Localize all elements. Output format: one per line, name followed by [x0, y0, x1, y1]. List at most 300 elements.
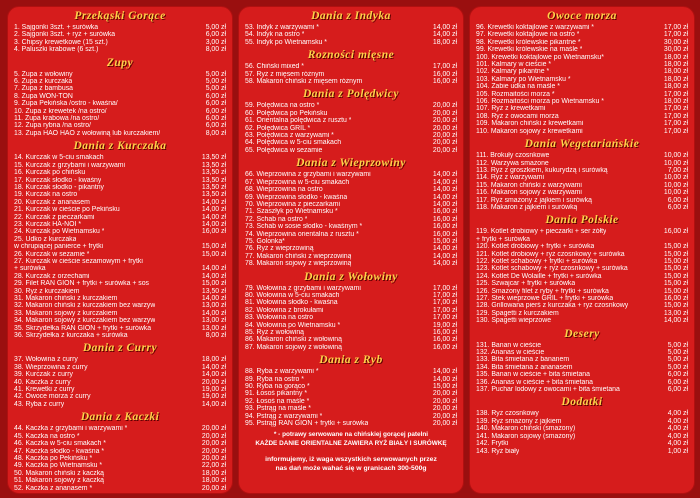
item-price: 6,00 zł: [667, 371, 688, 379]
item-name: 85. Ryż z wołowiną: [245, 329, 304, 336]
item-price: 6,00 zł: [205, 115, 226, 123]
item-price: 15,00 zł: [432, 383, 457, 391]
item-price: [685, 236, 688, 243]
item-price: 16,00 zł: [201, 228, 226, 236]
item-price: 13,50 zł: [201, 154, 226, 162]
menu-item: [14, 462, 226, 469]
menu-item: [14, 177, 226, 184]
item-name: 45. Kaczka na ostro *: [14, 432, 80, 440]
menu-item: [245, 110, 457, 117]
item-price: 14,00 zł: [432, 245, 457, 253]
item-name: 90. Ryba na gorąco *: [245, 383, 310, 391]
section-title: Owoce morza: [547, 10, 617, 22]
menu-item: [14, 214, 226, 221]
item-name: 16. Kurczak po chińsku: [14, 169, 86, 177]
menu-item: [245, 147, 457, 154]
item-name: 102. Kalmary pikantne *: [476, 68, 550, 76]
menu-item: [476, 386, 688, 393]
item-name: 141. Makaron sojowy (smażony): [476, 432, 576, 440]
menu-item: [476, 160, 688, 167]
item-price: 18,00 zł: [201, 469, 226, 477]
item-price: 13,00 zł: [201, 317, 226, 325]
item-name: 37. Wołowina z curry: [14, 356, 78, 364]
item-price: 14,00 zł: [432, 171, 457, 179]
section-title: Dania Wegetariańskie: [524, 138, 640, 151]
item-name: 19. Kurczak na ostro: [14, 191, 78, 199]
item-name: 131. Banan w cieście: [476, 341, 542, 349]
item-name: 142. Frytki: [476, 440, 509, 448]
item-name: 133. Bita śmietana z bananem: [476, 356, 570, 364]
item-name: 134. Bita śmietana z ananasem: [476, 363, 573, 371]
item-price: 6,00 zł: [205, 92, 226, 100]
footnote-rice: KAŻDE DANIE ORIENTALNE ZAWIERA RYŻ BIAŁY I SURÓWKĘ: [255, 440, 447, 448]
item-price: 6,00 zł: [205, 107, 226, 115]
item-name: 68. Wieprzowina na ostro: [245, 186, 323, 194]
menu-item: [476, 364, 688, 371]
menu-item: [245, 71, 457, 78]
menu-column-3: [469, 6, 695, 494]
menu-item: [14, 71, 226, 78]
section-title: Zupy: [106, 56, 134, 69]
menu-item: [476, 433, 688, 440]
menu-item: [14, 364, 226, 371]
item-price: 13,00 zł: [663, 309, 688, 317]
item-price: 20,00 zł: [201, 484, 226, 492]
item-name: 44. Kaczka z grzybami i warzywami *: [14, 425, 128, 433]
item-price: 20,00 zł: [201, 378, 226, 386]
menu-item: [476, 24, 688, 31]
item-name: 121. Kotlet drobiowy + ryż czosnkowy + surówka: [476, 250, 625, 258]
item-price: 14,00 zł: [432, 375, 457, 383]
item-name: 20. Kurczak z ananasem: [14, 198, 90, 206]
menu-item: [14, 184, 226, 191]
item-name: 35. Skrzydełka RAN GION + frytki + surówka: [14, 324, 152, 332]
item-name: 81. Wołowina słodko - kwaśna: [245, 299, 338, 307]
item-name: 17. Kurczak słodko - kwaśny: [14, 176, 102, 184]
menu-section: [14, 341, 226, 408]
section-title: Dania z Curry: [82, 342, 158, 355]
item-price: 15,00 zł: [663, 280, 688, 288]
item-price: 15,00 zł: [663, 287, 688, 295]
item-price: 10,00 zł: [663, 152, 688, 160]
item-price: 15,00 zł: [663, 302, 688, 310]
item-price: 13,50 zł: [201, 287, 226, 295]
menu-item: [476, 76, 688, 83]
item-name: 8. Zupa WON-TON: [14, 92, 73, 100]
menu-item: [14, 310, 226, 317]
item-price: 17,00 zł: [663, 31, 688, 39]
item-price: 10,00 zł: [663, 174, 688, 182]
item-name: 21. Kurczak w cieście po Pekińsku: [14, 206, 120, 214]
item-name: 124. Kotlet De Wolaille + frytki + surówka: [476, 272, 602, 280]
item-price: 30,00 zł: [663, 38, 688, 46]
item-name: 27. Kurczak w cieście sezamowym + frytki: [14, 257, 143, 265]
item-price: 18,00 zł: [663, 75, 688, 83]
menu-item: [245, 78, 457, 85]
item-price: 14,00 zł: [201, 220, 226, 228]
menu-item: [245, 376, 457, 383]
item-price: 17,00 zł: [432, 63, 457, 71]
item-price: 13,50 zł: [201, 176, 226, 184]
menu-item: [476, 295, 688, 302]
section-title: Dania z Wołowiny: [304, 270, 398, 283]
item-name: + surówka: [14, 265, 46, 273]
menu-item: [476, 91, 688, 98]
item-name: 83. Wołowina na ostro: [245, 314, 314, 322]
menu-item: [476, 152, 688, 159]
menu-item: [476, 167, 688, 174]
item-price: 5,00 zł: [667, 349, 688, 357]
item-name: 108. Ryż z owocami morza: [476, 112, 559, 120]
menu-section: [14, 139, 226, 339]
item-price: 3,00 zł: [205, 38, 226, 46]
section-title: Dania Polskie: [545, 214, 619, 227]
item-price: 14,00 zł: [201, 272, 226, 280]
item-price: 16,00 zł: [432, 70, 457, 78]
menu-item: [245, 413, 457, 420]
menu-section: [476, 9, 688, 135]
menu-item: [14, 477, 226, 484]
item-name: 110. Makaron sojowy z krewetkami: [476, 127, 583, 135]
item-price: 6,00 zł: [205, 31, 226, 39]
menu-item: [245, 223, 457, 230]
menu-item: [245, 102, 457, 109]
item-price: 15,00 zł: [432, 237, 457, 245]
item-name: 89. Ryba na ostro *: [245, 375, 304, 383]
item-price: 14,00 zł: [201, 265, 226, 273]
menu-item: [476, 54, 688, 61]
item-price: 17,00 zł: [432, 314, 457, 322]
item-price: 16,00 zł: [432, 230, 457, 238]
item-name: 14. Kurczak w 5-ciu smakach: [14, 154, 104, 162]
item-name: 99. Krewetki królewskie na maśle *: [476, 46, 583, 54]
item-name: 111. Brokuły czosnkowe: [476, 152, 550, 160]
menu-item: [14, 302, 226, 309]
item-name: 52. Kaczka z ananasem *: [14, 484, 93, 492]
menu-item: [476, 371, 688, 378]
item-name: 28. Kurczak z orzechami: [14, 272, 90, 280]
item-name: 3. Chipsy krewetkowe (15 szt.): [14, 38, 108, 46]
menu-item: [14, 280, 226, 287]
menu-item: [476, 113, 688, 120]
menu-item: [476, 349, 688, 356]
item-price: 14,00 zł: [432, 260, 457, 268]
item-name: 39. Kurczak z curry: [14, 371, 73, 379]
item-price: 19,00 zł: [201, 393, 226, 401]
item-price: 13,50 zł: [201, 169, 226, 177]
item-name: 137. Puchar lodowy z owocami + bita śmietana: [476, 386, 620, 394]
menu-item: [14, 206, 226, 213]
item-price: 13,50 zł: [201, 161, 226, 169]
item-name: 101. Kalmary w cieście *: [476, 61, 552, 69]
menu-item: [476, 182, 688, 189]
item-name: 33. Makaron sojowy z kurczakiem: [14, 309, 118, 317]
menu-item: [14, 265, 226, 272]
item-price: 16,00 zł: [432, 329, 457, 336]
item-price: 16,00 zł: [663, 228, 688, 236]
item-price: 17,00 zł: [432, 299, 457, 307]
item-name: 1. Sajgonki 3szt. + surówka: [14, 24, 99, 31]
item-price: 14,00 zł: [663, 317, 688, 325]
menu-item: [14, 199, 226, 206]
section-title: Dania z Kaczki: [80, 411, 160, 424]
item-price: 20,00 zł: [201, 432, 226, 440]
menu-item: [14, 236, 226, 243]
item-name: 64. Polędwica w 5-ciu smakach: [245, 139, 342, 147]
item-price: 10,00 zł: [663, 181, 688, 189]
item-price: 5,00 zł: [205, 24, 226, 31]
item-price: 14,00 zł: [432, 368, 457, 376]
item-price: 4,00 zł: [667, 440, 688, 448]
section-title: Dania z Wieprzowiny: [296, 157, 406, 170]
item-price: 13,00 zł: [201, 324, 226, 332]
menu-item: [14, 78, 226, 85]
menu-section: [245, 9, 457, 46]
item-price: 1,00 zł: [667, 447, 688, 455]
item-name: 86. Makaron chiński z wołowiną: [245, 336, 342, 344]
menu-item: [245, 194, 457, 201]
menu-item: [14, 243, 226, 250]
menu-section: [245, 48, 457, 85]
menu-item: [476, 342, 688, 349]
item-price: 20,00 zł: [432, 420, 457, 428]
menu-item: [14, 288, 226, 295]
item-price: 15,00 zł: [663, 257, 688, 265]
item-name: 12. Zupa rybna /na ostro/: [14, 122, 91, 130]
menu-item: [476, 273, 688, 280]
menu-item: [14, 100, 226, 107]
menu-item: [14, 425, 226, 432]
item-price: 14,00 zł: [432, 178, 457, 186]
menu-item: [245, 398, 457, 405]
item-price: 20,00 zł: [201, 447, 226, 455]
menu-item: [14, 379, 226, 386]
menu-item: [245, 245, 457, 252]
item-name: 112. Warzywa smażone: [476, 159, 549, 167]
menu-item: [476, 46, 688, 53]
item-name: 78. Makaron sojowy z wieprzowiną: [245, 260, 352, 268]
menu-item: [476, 128, 688, 135]
menu-item: [476, 61, 688, 68]
item-price: 6,00 zł: [667, 196, 688, 204]
item-name: 93. Pstrąg na maśle *: [245, 405, 311, 413]
item-price: 18,00 zł: [201, 356, 226, 364]
item-name: 104. Żabie udka na maśle *: [476, 83, 560, 91]
item-price: [223, 258, 226, 265]
item-name: 91. Łosoś pikantny *: [245, 390, 308, 398]
item-price: 10,00 zł: [663, 189, 688, 197]
item-name: 88. Ryba z warzywami *: [245, 368, 319, 376]
menu-item: [476, 448, 688, 455]
menu-item: [476, 410, 688, 417]
menu-item: [476, 228, 688, 235]
item-name: 92. Łosoś na maśle *: [245, 397, 310, 405]
menu-item: [245, 231, 457, 238]
item-name: 107. Ryż z krewetkami: [476, 105, 546, 113]
item-name: 22. Kurczak z pieczarkami: [14, 213, 95, 221]
item-price: 20,00 zł: [432, 132, 457, 140]
menu-item: [245, 383, 457, 390]
menu-item: [245, 260, 457, 267]
menu-item: [14, 191, 226, 198]
menu-section: [476, 395, 688, 454]
menu-item: [245, 420, 457, 427]
item-price: 6,00 zł: [667, 386, 688, 394]
item-price: 18,00 zł: [663, 83, 688, 91]
menu-item: [245, 201, 457, 208]
weight-notice: informujemy, iż waga wszystkich serwowanych przez nas dań może wahać się w granicach 300-500g: [265, 456, 437, 472]
item-name: 2. Sajgonki 3szt. + ryż + surówka: [14, 31, 116, 39]
menu-item: [14, 485, 226, 492]
menu-item: [14, 115, 226, 122]
item-name: 103. Kalmary po Wietnamsku *: [476, 75, 571, 83]
item-price: 14,00 zł: [432, 193, 457, 201]
item-name: 95. Pstrąg RAN GION + frytki + surówka: [245, 420, 369, 428]
item-price: 18,00 zł: [432, 38, 457, 46]
item-name: 71. Szaszłyk po Wietnamsku *: [245, 208, 338, 216]
item-price: 5,00 zł: [205, 70, 226, 78]
menu-item: [245, 390, 457, 397]
item-price: 14,00 zł: [432, 186, 457, 194]
item-price: 16,00 zł: [432, 215, 457, 223]
item-price: 20,00 zł: [201, 425, 226, 433]
item-price: 6,00 zł: [205, 100, 226, 108]
section-title: Dania z Indyka: [311, 10, 391, 22]
menu-item: [14, 295, 226, 302]
item-name: 84. Wołowina po Wietnamsku *: [245, 321, 341, 329]
item-price: 20,00 zł: [432, 390, 457, 398]
menu-item: [476, 204, 688, 211]
item-name: 94. Pstrąg z warzywami *: [245, 412, 323, 420]
item-name: 48. Kaczka po Pekińsku *: [14, 454, 93, 462]
menu-item: [476, 265, 688, 272]
menu-item: [14, 455, 226, 462]
item-name: + frytki + surówka: [476, 235, 530, 243]
menu-item: [14, 258, 226, 265]
item-price: 16,00 zł: [432, 343, 457, 351]
menu-item: [245, 186, 457, 193]
item-name: 50. Makaron chiński z kaczką: [14, 469, 104, 477]
menu-section: [476, 327, 688, 394]
menu-section: [14, 9, 226, 54]
menu-item: [245, 117, 457, 124]
item-price: 6,00 zł: [205, 122, 226, 130]
item-price: 15,00 zł: [663, 250, 688, 258]
item-name: 55. Indyk po Wietnamsku *: [245, 38, 327, 46]
item-name: 10. Zupa z krewetek /na ostro/: [14, 107, 107, 115]
menu-column-2: [238, 6, 464, 494]
item-price: 20,00 zł: [432, 397, 457, 405]
item-name: 30. Ryż z kurczakiem: [14, 287, 80, 295]
item-price: 16,00 zł: [663, 295, 688, 302]
menu-item: [245, 307, 457, 314]
item-price: 4,00 zł: [667, 425, 688, 433]
menu-item: [14, 154, 226, 161]
item-price: 18,00 zł: [663, 68, 688, 76]
item-name: 140. Makaron chiński (smażony): [476, 425, 576, 433]
menu-item: [476, 39, 688, 46]
item-price: 17,00 zł: [663, 120, 688, 128]
item-name: 66. Wieprzowina z grzybami i warzywami: [245, 171, 371, 179]
menu-item: [476, 251, 688, 258]
menu-section: [476, 213, 688, 324]
menu-item: [476, 105, 688, 112]
item-name: 105. Rozmaitości morza *: [476, 90, 555, 98]
item-name: 57. Ryż z mięsem różnym: [245, 70, 325, 78]
item-name: 114. Ryż z warzywami: [476, 174, 545, 182]
section-title: Dania z Kurczaka: [73, 140, 167, 153]
item-name: 72. Schab na ostro *: [245, 215, 308, 223]
item-price: 14,00 zł: [201, 198, 226, 206]
menu-item: [14, 448, 226, 455]
item-name: 18. Kurczak słodko - pikantny: [14, 183, 105, 191]
item-price: 20,00 zł: [432, 146, 457, 154]
item-name: 74. Wieprzowina orientalna z rusztu *: [245, 230, 359, 238]
item-name: 98. Krewetki królewskie pikantne *: [476, 38, 581, 46]
item-price: 13,50 zł: [201, 183, 226, 191]
menu-item: [14, 356, 226, 363]
item-name: 5. Zupa z wołowiny: [14, 70, 73, 78]
item-price: [223, 236, 226, 243]
item-price: 15,00 zł: [201, 250, 226, 258]
menu-item: [245, 139, 457, 146]
menu-item: [14, 24, 226, 31]
item-name: 125. Szwajcar + frytki + surówka: [476, 280, 576, 288]
menu-item: [245, 125, 457, 132]
item-price: 6,00 zł: [667, 378, 688, 386]
menu-item: [14, 108, 226, 115]
item-name: 75. Golonka*: [245, 237, 285, 245]
item-price: 16,00 zł: [432, 336, 457, 344]
item-name: 119. Kotlet drobiowy + pieczarki + ser żółty: [476, 228, 607, 236]
menu-section: [476, 137, 688, 211]
item-price: 14,00 zł: [201, 363, 226, 371]
item-price: 18,00 zł: [201, 477, 226, 485]
section-title: Desery: [564, 327, 600, 340]
menu-section: [14, 410, 226, 492]
item-price: 4,00 zł: [667, 432, 688, 440]
item-price: 18,00 zł: [663, 98, 688, 106]
item-price: 17,00 zł: [432, 291, 457, 299]
item-name: 117. Ryż smażony z jajkiem i surówką: [476, 196, 592, 204]
menu-item: [14, 273, 226, 280]
item-name: 106. Rozmaitości morza po Wietnamsku *: [476, 98, 604, 106]
item-name: 115. Makaron chiński z warzywami: [476, 181, 582, 189]
item-price: 10,00 zł: [663, 159, 688, 167]
item-price: 14,00 zł: [201, 206, 226, 214]
menu-item: [476, 197, 688, 204]
menu-item: [245, 292, 457, 299]
item-name: 73. Schab w sosie słodko - kwaśnym *: [245, 223, 363, 231]
menu-item: [476, 356, 688, 363]
menu-item: [14, 46, 226, 53]
item-price: 14,00 zł: [432, 24, 457, 31]
item-name: 122. Kotlet schabowy + frytki + surówka: [476, 257, 598, 265]
item-price: 4,00 zł: [667, 417, 688, 425]
menu-item: [14, 228, 226, 235]
item-price: 13,00 zł: [201, 302, 226, 310]
item-price: 5,00 zł: [205, 85, 226, 93]
menu-section: [14, 56, 226, 138]
item-name: 143. Ryż biały: [476, 447, 520, 455]
menu-section: [245, 353, 457, 427]
item-price: 15,00 zł: [663, 243, 688, 251]
item-price: 16,00 zł: [432, 208, 457, 216]
item-price: 14,00 zł: [432, 252, 457, 260]
item-name: 29. Filet RAN GION + frytki + surówka + sos: [14, 280, 149, 288]
item-name: 69. Wieprzowina słodko - kwaśna: [245, 193, 348, 201]
item-price: 14,00 zł: [201, 371, 226, 379]
